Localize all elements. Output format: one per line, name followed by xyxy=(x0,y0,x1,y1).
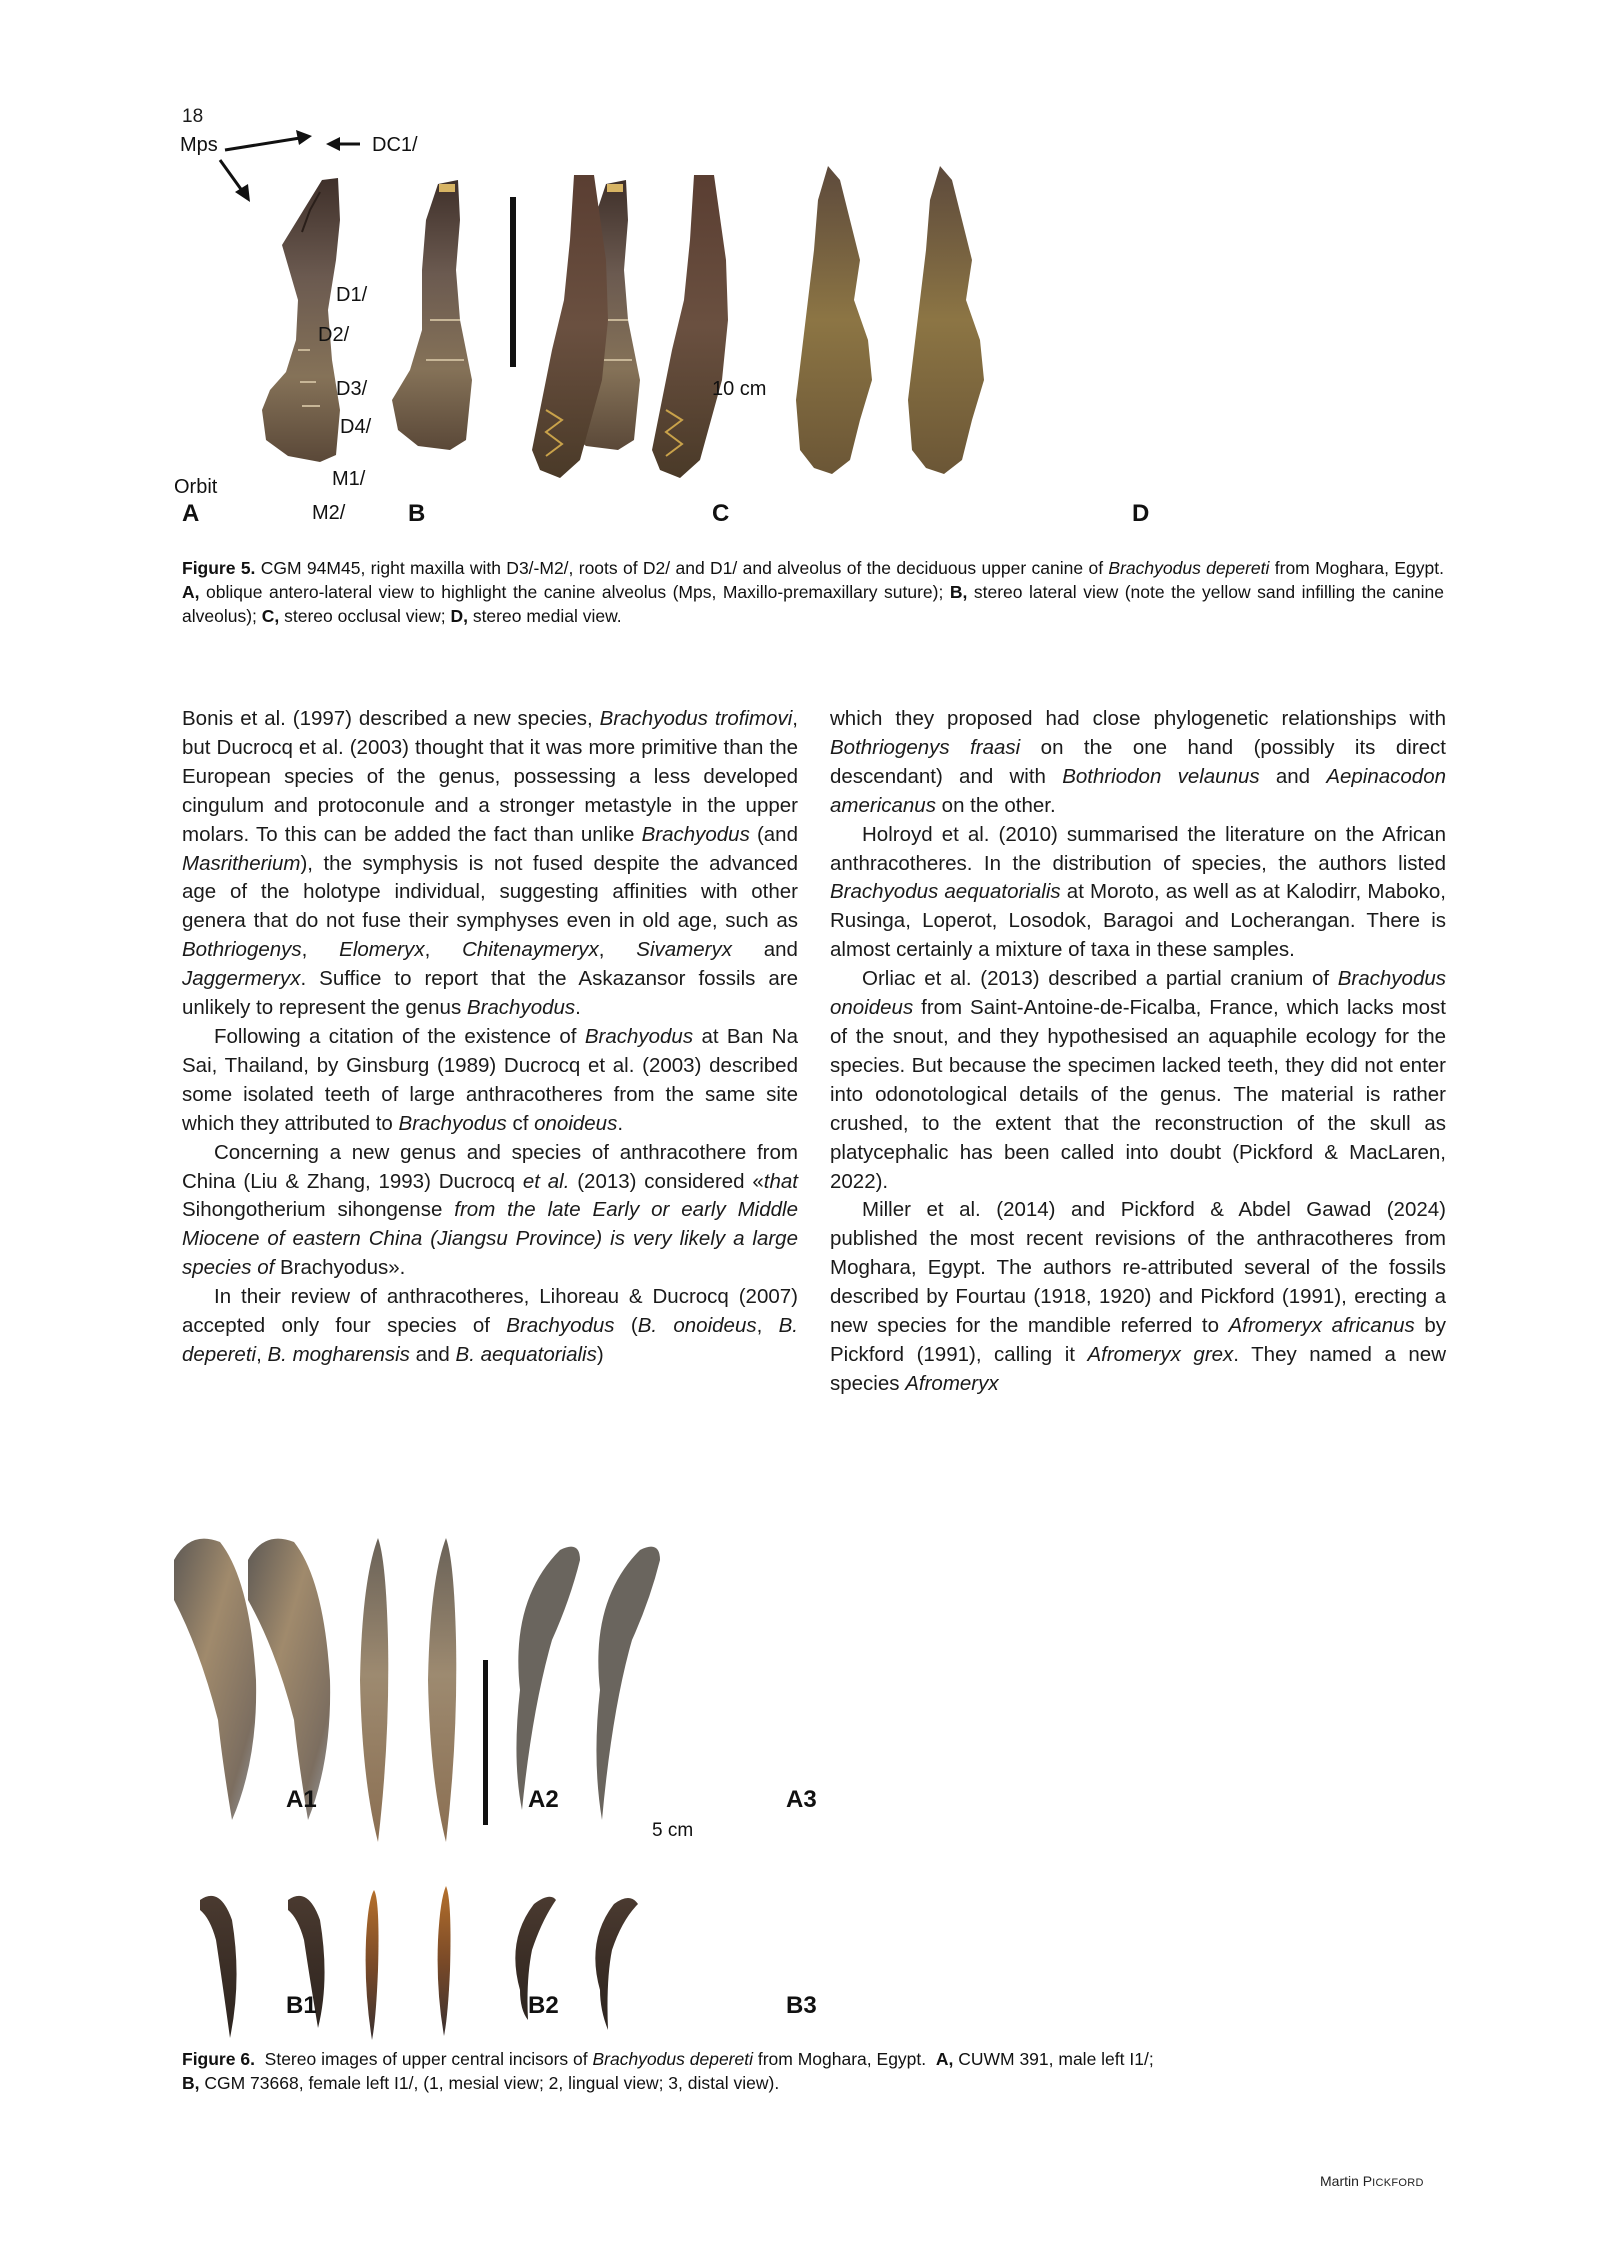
panel-label-d: D xyxy=(1132,500,1150,527)
caption-key-b: B, xyxy=(949,582,968,602)
italic-run: Brachyodus trofimovi xyxy=(599,707,793,730)
italic-run: B. mogharensis xyxy=(267,1342,410,1366)
maxilla-view-c-right xyxy=(652,175,728,478)
text-run: , xyxy=(301,938,340,962)
label-d1: D1/ xyxy=(336,284,368,306)
text-run: (and xyxy=(749,822,798,846)
scale-bar-label: 10 cm xyxy=(712,378,767,400)
italic-run: Jaggermeryx xyxy=(182,967,301,991)
paragraph xyxy=(830,1196,1446,1398)
italic-run: B. depereti xyxy=(182,1314,798,1366)
figure-5-caption xyxy=(182,556,1444,628)
panel-label-a: A xyxy=(182,500,200,527)
italic-run: Brachyodus xyxy=(466,996,576,1020)
maxilla-view-d-right xyxy=(908,166,984,474)
italic-run: et al. xyxy=(522,1169,570,1193)
caption-key-a: A, xyxy=(182,582,200,602)
italic-run: onoideus xyxy=(534,1111,618,1135)
caption-text: CGM 94M45, right maxilla with D3/-M2/, roots of D2/ and D1/ and alveolus of the deciduous upper canine of xyxy=(255,558,1109,578)
text-run: Brachyodus». xyxy=(274,1256,406,1280)
italic-run: Brachyodus xyxy=(506,1314,615,1338)
caption-key-b: B, xyxy=(182,2073,200,2093)
incisor-a1-left xyxy=(174,1539,256,1820)
text-run: Concerning a new genus and species of anthracothere from China (Liu & Zhang, 1993) Ducrocq xyxy=(182,1140,798,1193)
caption-species: Brachyodus depereti xyxy=(592,2049,753,2069)
paragraph xyxy=(182,1023,798,1139)
italic-run: Afromeryx africanus xyxy=(1228,1314,1415,1338)
text-run: ), the symphysis is not fused despite the advanced age of the holotype individual, suggesting affinities with other genera that do not fuse their symphyses even in old age, such as xyxy=(182,851,798,933)
italic-run: Bothriodon velaunus xyxy=(1062,764,1260,788)
author-surname-initial: P xyxy=(1362,2173,1373,2189)
author-first-name: Martin xyxy=(1320,2173,1363,2189)
italic-run: Brachyodus aequatorialis xyxy=(830,880,1061,904)
italic-run: Bothriogenys xyxy=(182,938,302,962)
caption-text: CUWM 391, male left I1/; xyxy=(953,2049,1154,2069)
text-run: at Moroto, as well as at Kalodirr, Maboko, Rusinga, Loperot, Losodok, Baragoi and Locherangan. There is almost certainly a mixture of taxa in these samples. xyxy=(830,880,1446,962)
text-run: Sihongotherium sihongense xyxy=(182,1198,455,1222)
text-run: cf xyxy=(506,1111,535,1135)
caption-heading: Figure 6. xyxy=(182,2049,255,2069)
caption-text: stereo medial view. xyxy=(467,606,622,626)
caption-text: CGM 73668, female left I1/, (1, mesial view; 2, lingual view; 3, distal view). xyxy=(199,2073,780,2093)
incisor-a3-right xyxy=(596,1547,660,1820)
figure-6-caption xyxy=(182,2047,1462,2095)
text-run: . They named a new species xyxy=(830,1342,1446,1395)
italic-run: Elomeryx xyxy=(339,938,425,962)
caption-key-d: D, xyxy=(450,606,468,626)
caption-text: from Moghara, Egypt. xyxy=(753,2049,936,2069)
incisor-a2-right xyxy=(428,1538,456,1842)
italic-run: Brachyodus xyxy=(641,822,750,846)
text-run: and xyxy=(409,1342,456,1366)
caption-text: stereo occlusal view; xyxy=(279,606,451,626)
italic-run: B. aequatorialis xyxy=(455,1342,597,1366)
label-orbit: Orbit xyxy=(174,476,218,498)
paragraph xyxy=(182,705,798,1023)
text-run: Miller et al. (2014) and Pickford & Abdel Gawad (2024) published the most recent revisions of the anthracotheres from Moghara, Egypt. The authors re-attributed several of the fossils described by Fourtau (1918, 1920) and Pickford (1991), erecting a new species for the mandible referred to xyxy=(830,1198,1446,1338)
figure-5 xyxy=(160,134,1460,530)
italic-run: Brachyodus onoideus xyxy=(830,967,1446,1020)
caption-text: stereo lateral view (note the yellow sand infilling the canine alveolus); xyxy=(182,582,1445,626)
incisor-a3-left xyxy=(516,1547,580,1810)
body-column-left xyxy=(182,705,798,1370)
italic-run: Bothriogenys fraasi xyxy=(830,735,1021,759)
caption-key-a: A, xyxy=(935,2049,954,2069)
caption-species: Brachyodus depereti xyxy=(1108,558,1270,578)
text-run: , xyxy=(598,938,637,962)
label-dc1: DC1/ xyxy=(372,134,418,156)
italic-run: Aepinacodon americanus xyxy=(830,764,1446,817)
italic-run: Masritherium xyxy=(182,851,301,875)
text-run: , xyxy=(256,1342,268,1366)
text-run: (2013) considered « xyxy=(569,1169,764,1193)
caption-text: from Moghara, Egypt. xyxy=(1269,558,1444,578)
text-run: , xyxy=(424,938,463,962)
figure-6 xyxy=(160,1520,1460,2060)
italic-run: Brachyodus xyxy=(584,1024,694,1048)
italic-run: that xyxy=(763,1169,798,1193)
text-run: , xyxy=(756,1314,779,1338)
text-run: at Ban Na Sai, Thailand, by Ginsburg (1989) Ducrocq et al. (2003) described some isolated teeth of large anthracotheres from the same site which they attributed to xyxy=(182,1024,798,1135)
italic-run: Brachyodus xyxy=(398,1111,507,1135)
scale-bar-10cm xyxy=(510,197,516,367)
caption-text: oblique antero-lateral view to highlight the canine alveolus (Mps, Maxillo-premaxillary suture); xyxy=(199,582,950,602)
paragraph xyxy=(182,1139,798,1284)
incisor-b2-left xyxy=(366,1890,379,2040)
panel-label-b3: B3 xyxy=(786,1992,817,2019)
text-run: and xyxy=(1259,764,1327,788)
text-run: ( xyxy=(614,1314,638,1338)
italic-run: from the late Early or early Middle Miocene of eastern China (Jiangsu Province) is very likely a large species of xyxy=(182,1198,798,1280)
panel-label-b2: B2 xyxy=(528,1992,559,2019)
label-mps: Mps xyxy=(180,134,218,156)
paragraph xyxy=(830,821,1446,966)
caption-text: Stereo images of upper central incisors of xyxy=(254,2049,593,2069)
label-m1: M1/ xyxy=(332,468,366,490)
panel-label-a2: A2 xyxy=(528,1786,559,1813)
text-run: on the other. xyxy=(935,793,1056,817)
text-run: from Saint-Antoine-de-Ficalba, France, which lacks most of the snout, and they hypothesised an aquaphile ecology for the species. But because the specimen lacked teeth, they did not enter into odonotological details of the genus. The material is rather crushed, to the extent that the reconstruction of the skull as platycephalic has been called into doubt (Pickford & MacLaren, 2022). xyxy=(830,996,1446,1193)
caption-key-c: C, xyxy=(261,606,280,626)
panel-label-a1: A1 xyxy=(286,1786,317,1813)
italic-run: Sivameryx xyxy=(636,938,732,962)
incisor-b2-right xyxy=(438,1886,451,2036)
label-d4: D4/ xyxy=(340,416,372,438)
italic-run: Afromeryx grex xyxy=(1087,1342,1234,1366)
panel-label-b1: B1 xyxy=(286,1992,317,2019)
label-d2: D2/ xyxy=(318,324,350,346)
caption-heading: Figure 5. xyxy=(182,558,256,578)
text-run: Orliac et al. (2013) described a partial cranium of xyxy=(862,967,1338,991)
text-run: which they proposed had close phylogenetic relationships with xyxy=(830,707,1446,730)
text-run: , but Ducrocq et al. (2003) thought that it was more primitive than the European species of the genus, possessing a less developed cingulum and protoconule and a stronger metastyle in the upper molars. To this can be added the fact than unlike xyxy=(182,707,798,846)
panel-label-a3: A3 xyxy=(786,1786,817,1813)
italic-run: B. onoideus xyxy=(637,1314,757,1338)
body-column-right xyxy=(830,705,1446,1399)
text-run: Following a citation of the existence of xyxy=(214,1024,585,1048)
text-run: and xyxy=(731,938,798,962)
italic-run: Chitenaymeryx xyxy=(462,938,599,962)
incisor-b3-right xyxy=(595,1898,638,2030)
paragraph xyxy=(182,1283,798,1370)
paragraph xyxy=(830,965,1446,1196)
label-m2: M2/ xyxy=(312,502,346,524)
incisor-a2-left xyxy=(360,1538,388,1842)
text-run: . xyxy=(575,996,581,1020)
maxilla-view-d-left xyxy=(796,166,872,474)
text-run: on the one hand (possibly its direct descendant) and with xyxy=(830,735,1446,788)
panel-label-c: C xyxy=(712,500,730,527)
scale-bar-label: 5 cm xyxy=(652,1820,694,1841)
label-d3: D3/ xyxy=(336,378,368,400)
running-footer-author xyxy=(1320,2173,1424,2189)
text-run: by Pickford (1991), calling it xyxy=(830,1314,1446,1366)
incisor-b1-left xyxy=(200,1896,237,2038)
text-run: Bonis et al. (1997) described a new species, xyxy=(182,707,600,730)
text-run: . Suffice to report that the Askazansor fossils are unlikely to represent the genus xyxy=(182,967,798,1020)
text-run: . xyxy=(617,1111,624,1135)
scale-bar-5cm xyxy=(483,1660,488,1825)
italic-run: Afromeryx xyxy=(905,1371,999,1395)
incisor-a1-right xyxy=(248,1539,330,1820)
text-run: ) xyxy=(596,1342,604,1366)
text-run: Holroyd et al. (2010) summarised the literature on the African anthracotheres. In the distribution of species, the authors listed xyxy=(830,822,1446,875)
paragraph xyxy=(830,705,1446,821)
text-run: In their review of anthracotheres, Lihoreau & Ducrocq (2007) accepted only four species of xyxy=(182,1285,798,1338)
panel-label-b: B xyxy=(408,500,426,527)
page-number: 18 xyxy=(182,106,204,127)
author-surname-smallcaps: ICKFORD xyxy=(1372,2177,1424,2189)
